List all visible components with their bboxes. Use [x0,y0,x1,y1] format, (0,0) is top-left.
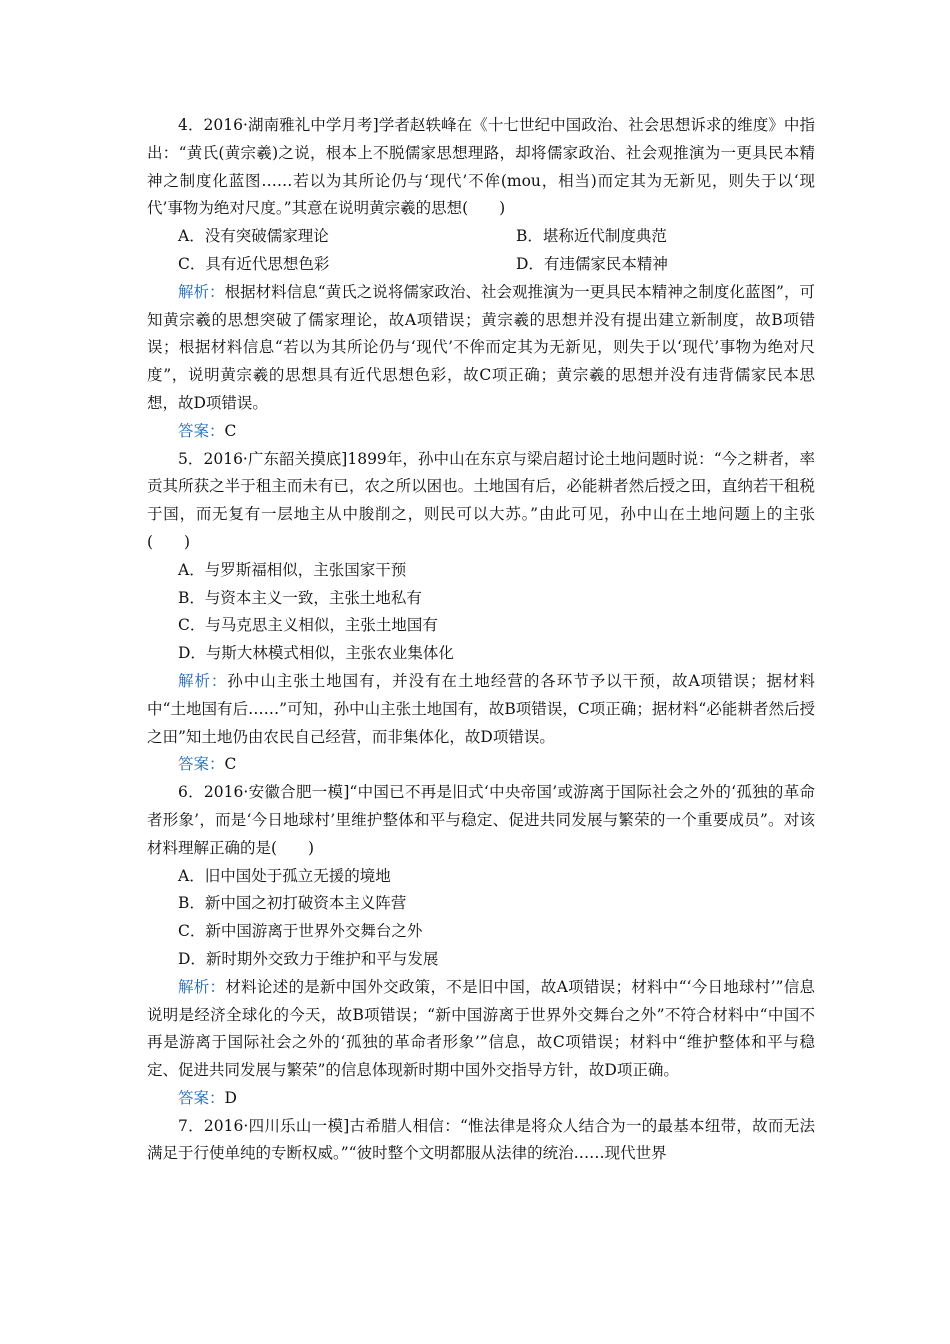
question-stem: 6．2016·安徽合肥一模]“中国已不再是旧式‘中央帝国’或游离于国际社会之外的‘孤独的革命者形象’，而是‘今日地球村’里维护整体和平与稳定、促进共同发展与繁荣的一个重要成员”。对该材料理解正确的是( ) [147,783,815,857]
analysis-text: 根据材料信息“黄氏之说将儒家政治、社会观推演为一更具民本精神之制度化蓝图”，可知黄宗羲的思想突破了儒家理论，故A项错误；黄宗羲的思想并没有提出建立新制度，故B项错误；根据材料信息“若以为其所论仍与‘现代’不侔而定其为无新见，则失于以‘现代’事物为绝对尺度”，说明黄宗羲的思想具有近代思想色彩，故C项正确；黄宗羲的思想并没有违背儒家民本思想，故D项错误。 [147,282,815,412]
question-stem: 5．2016·广东韶关摸底]1899年，孙中山在东京与梁启超讨论土地问题时说：“今之耕者，率贡其所获之半于租主而未有已，农之所以困也。土地国有后，必能耕者然后授之田，直纳若干租税于国，而无复有一层地主从中朘削之，则民可以大苏。”由此可见，孙中山在土地问题上的主张( ) [147,449,815,551]
answer-value: D [224,1088,237,1107]
analysis-label: 解析： [178,977,226,996]
option-b: B．与资本主义一致，主张土地私有 [178,588,422,607]
option-d: D．与斯大林模式相似，主张农业集体化 [178,644,454,663]
answer-value: C [224,421,237,440]
document-page [147,112,815,1168]
question-5 [147,446,815,780]
option-b: B．堪称近代制度典范 [516,227,667,246]
answer-label: 答案： [178,421,225,440]
option-a: A．与罗斯福相似，主张国家干预 [178,560,407,579]
option-d: D．有违儒家民本精神 [516,254,668,273]
analysis [147,279,815,418]
answer-value: C [224,755,237,774]
analysis [147,974,815,1085]
answer [147,1085,815,1113]
answer [147,751,815,779]
option-a: A．没有突破儒家理论 [178,227,329,246]
question-6 [147,779,815,1113]
analysis-text: 孙中山主张土地国有，并没有在土地经营的各环节予以干预，故A项错误；据材料中“土地国有后……”可知，孙中山主张土地国有，故B项错误，C项正确；据材料“必能耕者然后授之田”知土地仍由农民自己经营，而非集体化，故D项错误。 [147,671,815,746]
option-a: A．旧中国处于孤立无援的境地 [178,866,391,885]
option-row [147,223,815,251]
answer-label: 答案： [178,1088,225,1107]
question-4 [147,112,815,446]
answer-label: 答案： [178,755,225,774]
question-stem: 4．2016·湖南雅礼中学月考]学者赵轶峰在《十七世纪中国政治、社会思想诉求的维度》中指出：“黄氏(黄宗羲)之说，根本上不脱儒家思想理路，却将儒家政治、社会观推演为一更具民本精神之制度化蓝图……若以为其所论仍与‘现代’不侔(mou，相当)而定其为无新见，则失于以‘现代’事物为绝对尺度。”其意在说明黄宗羲的思想( ) [147,116,815,218]
option-c: C．新中国游离于世界外交舞台之外 [178,922,423,941]
question-stem: 7．2016·四川乐山一模]古希腊人相信：“惟法律是将众人结合为一的最基本纽带，故而无法满足于行使单纯的专断权威。”“彼时整个文明都服从法律的统治……现代世界 [147,1116,815,1163]
option-c: C．具有近代思想色彩 [178,254,330,273]
option-row [147,251,815,279]
option-c: C．与马克思主义相似，主张土地国有 [178,616,438,635]
answer [147,418,815,446]
option-b: B．新中国之初打破资本主义阵营 [178,894,407,913]
option-d: D．新时期外交致力于维护和平与发展 [178,949,439,968]
analysis [147,668,815,751]
analysis-text: 材料论述的是新中国外交政策，不是旧中国，故A项错误；材料中“‘今日地球村’”信息说明是经济全球化的今天，故B项错误；“新中国游离于世界外交舞台之外”不符合材料中“中国不再是游离于国际社会之外的‘孤独的革命者形象’”信息，故C项错误；材料中“维护整体和平与稳定、促进共同发展与繁荣”的信息体现新时期中国外交指导方针，故D项正确。 [147,977,815,1080]
question-7 [147,1113,815,1169]
analysis-label: 解析： [178,282,225,301]
analysis-label: 解析： [178,671,228,690]
